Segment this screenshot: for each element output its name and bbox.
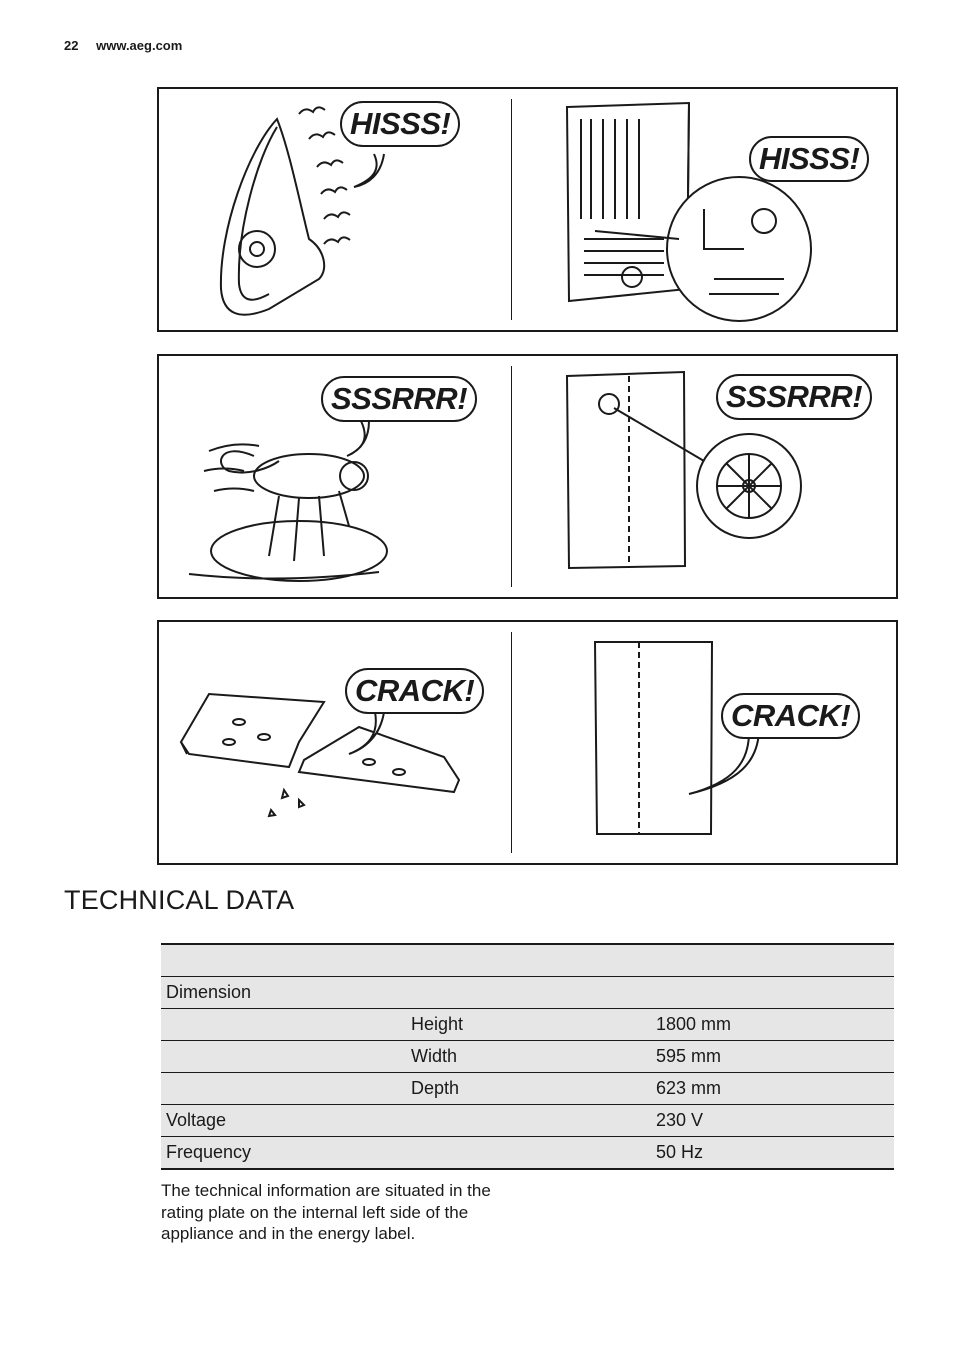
sound-bubble-left: CRACK!: [345, 668, 484, 714]
table-row: [161, 1041, 894, 1073]
row-sublabel: [406, 977, 651, 1009]
panel-divider: [511, 632, 512, 853]
row-sublabel: Width: [406, 1041, 651, 1073]
sound-bubble-left: HISSS!: [340, 101, 460, 147]
sound-bubble-left: SSSRRR!: [321, 376, 477, 422]
row-label: Frequency: [161, 1137, 406, 1170]
table-row: [161, 977, 894, 1009]
sound-bubble-right: HISSS!: [749, 136, 869, 182]
row-sublabel: [406, 1137, 651, 1170]
sound-bubble-right: CRACK!: [721, 693, 860, 739]
fridge-front-drawing: [595, 642, 712, 834]
fly-drawing: [189, 444, 387, 581]
row-sublabel: [406, 1105, 651, 1137]
crack-illustration: [159, 622, 896, 863]
table-row: [161, 1137, 894, 1170]
table-row: [161, 1105, 894, 1137]
row-sublabel: Height: [406, 1009, 651, 1041]
table-row: [161, 1009, 894, 1041]
illustration-panel-sssrrr: [157, 354, 898, 599]
illustration-panel-hisss: [157, 87, 898, 332]
illustration-panel-crack: [157, 620, 898, 865]
page-number: 22: [64, 38, 79, 53]
panel-divider: [511, 366, 512, 587]
technical-note: The technical information are situated in the rating plate on the internal left side of the appliance and in the energy label.: [161, 1181, 491, 1243]
page-header: [64, 38, 182, 53]
website-url: www.aeg.com: [96, 38, 183, 53]
section-title: TECHNICAL DATA: [64, 885, 295, 915]
hisss-illustration: [159, 89, 896, 330]
row-value: 1800 mm: [651, 1009, 894, 1041]
row-label: Dimension: [161, 977, 406, 1009]
row-value: 230 V: [651, 1105, 894, 1137]
row-sublabel: Depth: [406, 1073, 651, 1105]
row-label: Voltage: [161, 1105, 406, 1137]
row-value: [651, 977, 894, 1009]
row-value: 50 Hz: [651, 1137, 894, 1170]
row-label: [161, 1041, 406, 1073]
row-value: 595 mm: [651, 1041, 894, 1073]
row-value: 623 mm: [651, 1073, 894, 1105]
table-header-row: [161, 944, 894, 977]
technical-data-table: [161, 943, 894, 1170]
table-row: [161, 1073, 894, 1105]
panel-divider: [511, 99, 512, 320]
sound-bubble-right: SSSRRR!: [716, 374, 872, 420]
row-label: [161, 1009, 406, 1041]
row-label: [161, 1073, 406, 1105]
iron-drawing: [221, 107, 350, 314]
